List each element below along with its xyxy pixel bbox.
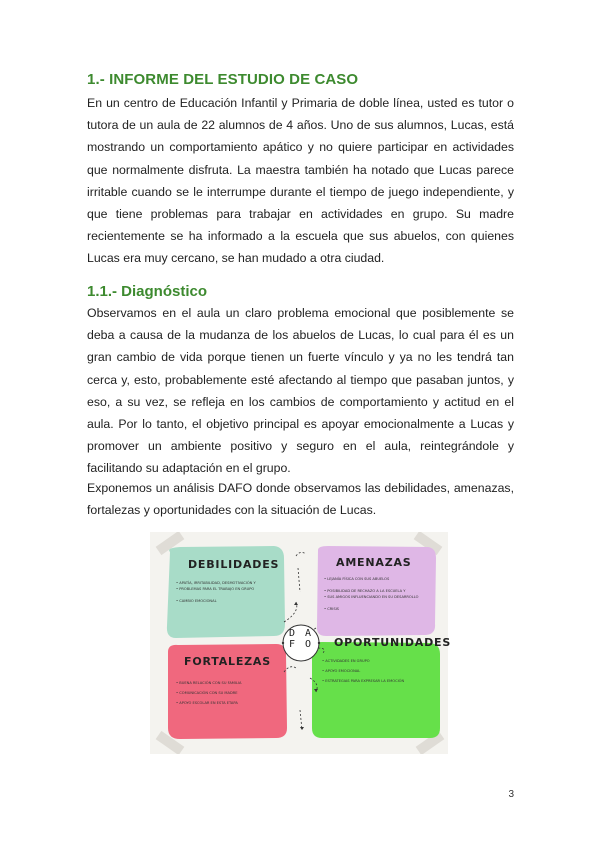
- dafo-item: • LEJANÍA FÍSICA CON SUS ABUELOS: [324, 577, 390, 581]
- dafo-item: • SUS AMIGOS INFLUENCIANDO EN SU DESARROLLO: [324, 595, 419, 599]
- oportunidades-title: OPORTUNIDADES: [334, 636, 452, 649]
- debilidades-items: [176, 580, 256, 604]
- dafo-item: • PROBLEMAS PARA EL TRABAJO EN GRUPO: [176, 587, 255, 591]
- dafo-diagram: [150, 532, 452, 754]
- dafo-item: • BUENA RELACIÓN CON SU FAMILIA: [176, 681, 242, 685]
- diagnosis-paragraph: Observamos en el aula un claro problema emocional que posiblemente se deba a causa de la mudanza de los abuelos de Lucas, lo cual para él es un gran cambio de vida porque tienen un fuerte vínculo y ya no les tendrá tan cerca y, esto, probablemente esté afectando al tiempo que pasaban juntos, y eso, a su vez, se refleja en los cambios de comportamiento y actitud en el aula. Por lo tanto, el objetivo principal es apoyar emocionalmente a Lucas y promover un ambiente positivo y seguro en el aula, reintegrándole y facilitando su adaptación en el grupo.: [87, 306, 514, 476]
- dafo-item: • COMUNICACIÓN CON SU MADRE: [176, 691, 238, 695]
- dafo-item: • POSIBILIDAD DE RECHAZO A LA ESCUELA Y: [324, 589, 406, 593]
- dafo-center-label: [286, 628, 316, 650]
- fortalezas-title: FORTALEZAS: [184, 655, 271, 668]
- amenazas-title: AMENAZAS: [336, 556, 412, 569]
- dafo-intro-paragraph: Exponemos un análisis DAFO donde observamos las debilidades, amenazas, fortalezas y oportunidades con la situación de Lucas.: [87, 481, 514, 518]
- dafo-item: • ACTIVIDADES EN GRUPO: [322, 659, 370, 663]
- fortalezas-items: [176, 678, 242, 708]
- dafo-item: • APATÍA, IRRITABILIDAD, DESMOTIVACIÓN Y: [176, 581, 256, 585]
- dafo-item: • APOYO EMOCIONAL: [322, 669, 361, 673]
- debilidades-title: DEBILIDADES: [188, 558, 280, 571]
- page-number: 3: [508, 789, 514, 800]
- dafo-item: • CAMBIO EMOCIONAL: [176, 599, 217, 603]
- dafo-item: • APOYO ESCOLAR EN ESTA ETAPA: [176, 701, 238, 705]
- subsection-heading: 1.1.- Diagnóstico: [87, 283, 208, 300]
- section-heading: 1.- INFORME DEL ESTUDIO DE CASO: [87, 71, 359, 88]
- center-top-letters: D A: [288, 628, 314, 639]
- dafo-item: • ESTRATEGIAS PARA EXPRESAR LA EMOCIÓN: [322, 679, 405, 683]
- center-bottom-letters: F O: [288, 639, 314, 650]
- oportunidades-items: [322, 656, 404, 686]
- amenazas-items: [324, 576, 418, 612]
- case-paragraph: En un centro de Educación Infantil y Primaria de doble línea, usted es tutor o tutora de un aula de 22 alumnos de 4 años. Uno de sus alumnos, Lucas, está mostrando un comportamiento apático y no quiere participar en actividades que normalmente disfruta. La maestra también ha notado que Lucas parece irritable cuando se le interrumpe durante el tiempo de juego independiente, y que tiene problemas para trabajar en actividades en grupo. Su madre recientemente se ha informado a la escuela que sus abuelos, con quienes Lucas era muy cercano, se han mudado a otra ciudad.: [87, 96, 514, 266]
- dafo-item: • CRISIS: [324, 607, 339, 611]
